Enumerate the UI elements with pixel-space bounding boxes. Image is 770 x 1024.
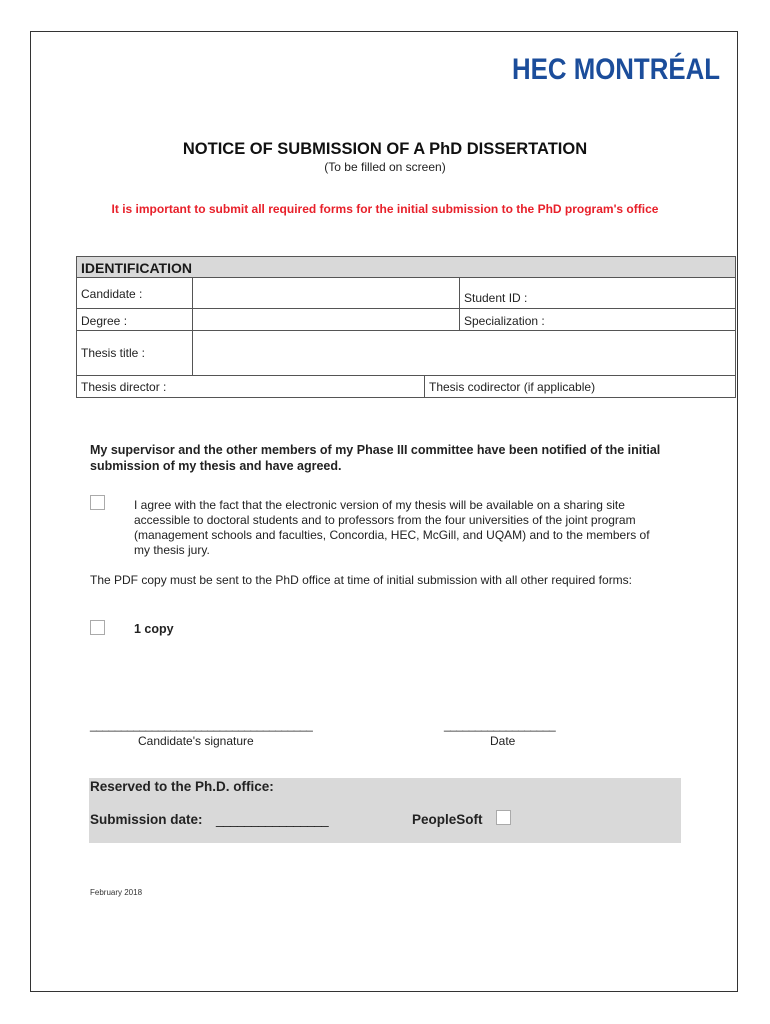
pdf-copy-instruction: The PDF copy must be sent to the PhD office at time of initial submission with all other required forms: [90,573,633,587]
date-signature-line[interactable]: __________________ [444,718,556,732]
candidate-label: Candidate : [81,287,143,301]
submission-date-label: Submission date: [90,812,203,827]
thesis-title-field[interactable] [193,331,734,375]
agree-checkbox[interactable] [90,495,105,510]
reserved-heading: Reserved to the Ph.D. office: [90,779,274,794]
specialization-field[interactable] [557,309,733,330]
column-divider [424,375,425,397]
thesis-title-label: Thesis title : [81,346,146,360]
agree-text-line2: accessible to doctoral students and to professors from the four universities of the joint program [134,513,636,527]
footer-date: February 2018 [90,888,143,897]
student-id-field[interactable] [547,279,733,308]
column-divider [459,278,460,330]
warning-notice: It is important to submit all required forms for the initial submission to the PhD program's office [111,202,659,216]
identification-heading: IDENTIFICATION [77,257,735,278]
reserved-office-section [89,778,681,843]
student-id-label: Student ID : [464,291,528,305]
candidate-signature-label: Candidate's signature [138,734,254,748]
degree-label: Degree : [81,314,128,328]
committee-statement-line1: My supervisor and the other members of my Phase III committee have been notified of the initial [90,443,661,457]
specialization-label: Specialization : [464,314,545,328]
peoplesoft-checkbox[interactable] [496,810,511,825]
page-subtitle: (To be filled on screen) [324,160,446,174]
candidate-signature-line[interactable]: ____________________________________ [90,718,313,732]
page-title: NOTICE OF SUBMISSION OF A PhD DISSERTATION [182,140,588,158]
peoplesoft-label: PeopleSoft [412,812,483,827]
agree-text-line1: I agree with the fact that the electronic version of my thesis will be available on a sharing site [134,498,625,512]
agree-text-line3: (management schools and faculties, Concordia, HEC, McGill, and UQAM) and to the members of [134,528,650,542]
date-signature-label: Date [490,734,516,748]
degree-field[interactable] [193,309,458,330]
copy-checkbox[interactable] [90,620,105,635]
logo-text: HEC MONTRÉAL [512,53,754,86]
agree-text-line4: my thesis jury. [134,543,210,557]
thesis-codirector-label: Thesis codirector (if applicable) [429,380,596,394]
hec-montreal-logo [510,46,754,86]
candidate-field[interactable] [193,279,458,308]
identification-table [76,256,736,398]
thesis-codirector-field[interactable] [607,376,734,397]
thesis-director-label: Thesis director : [81,380,167,394]
submission-date-line[interactable]: ________________ [216,812,329,827]
copy-label: 1 copy [134,622,174,636]
thesis-director-field[interactable] [177,376,423,397]
committee-statement-line2: submission of my thesis and have agreed. [90,459,342,473]
